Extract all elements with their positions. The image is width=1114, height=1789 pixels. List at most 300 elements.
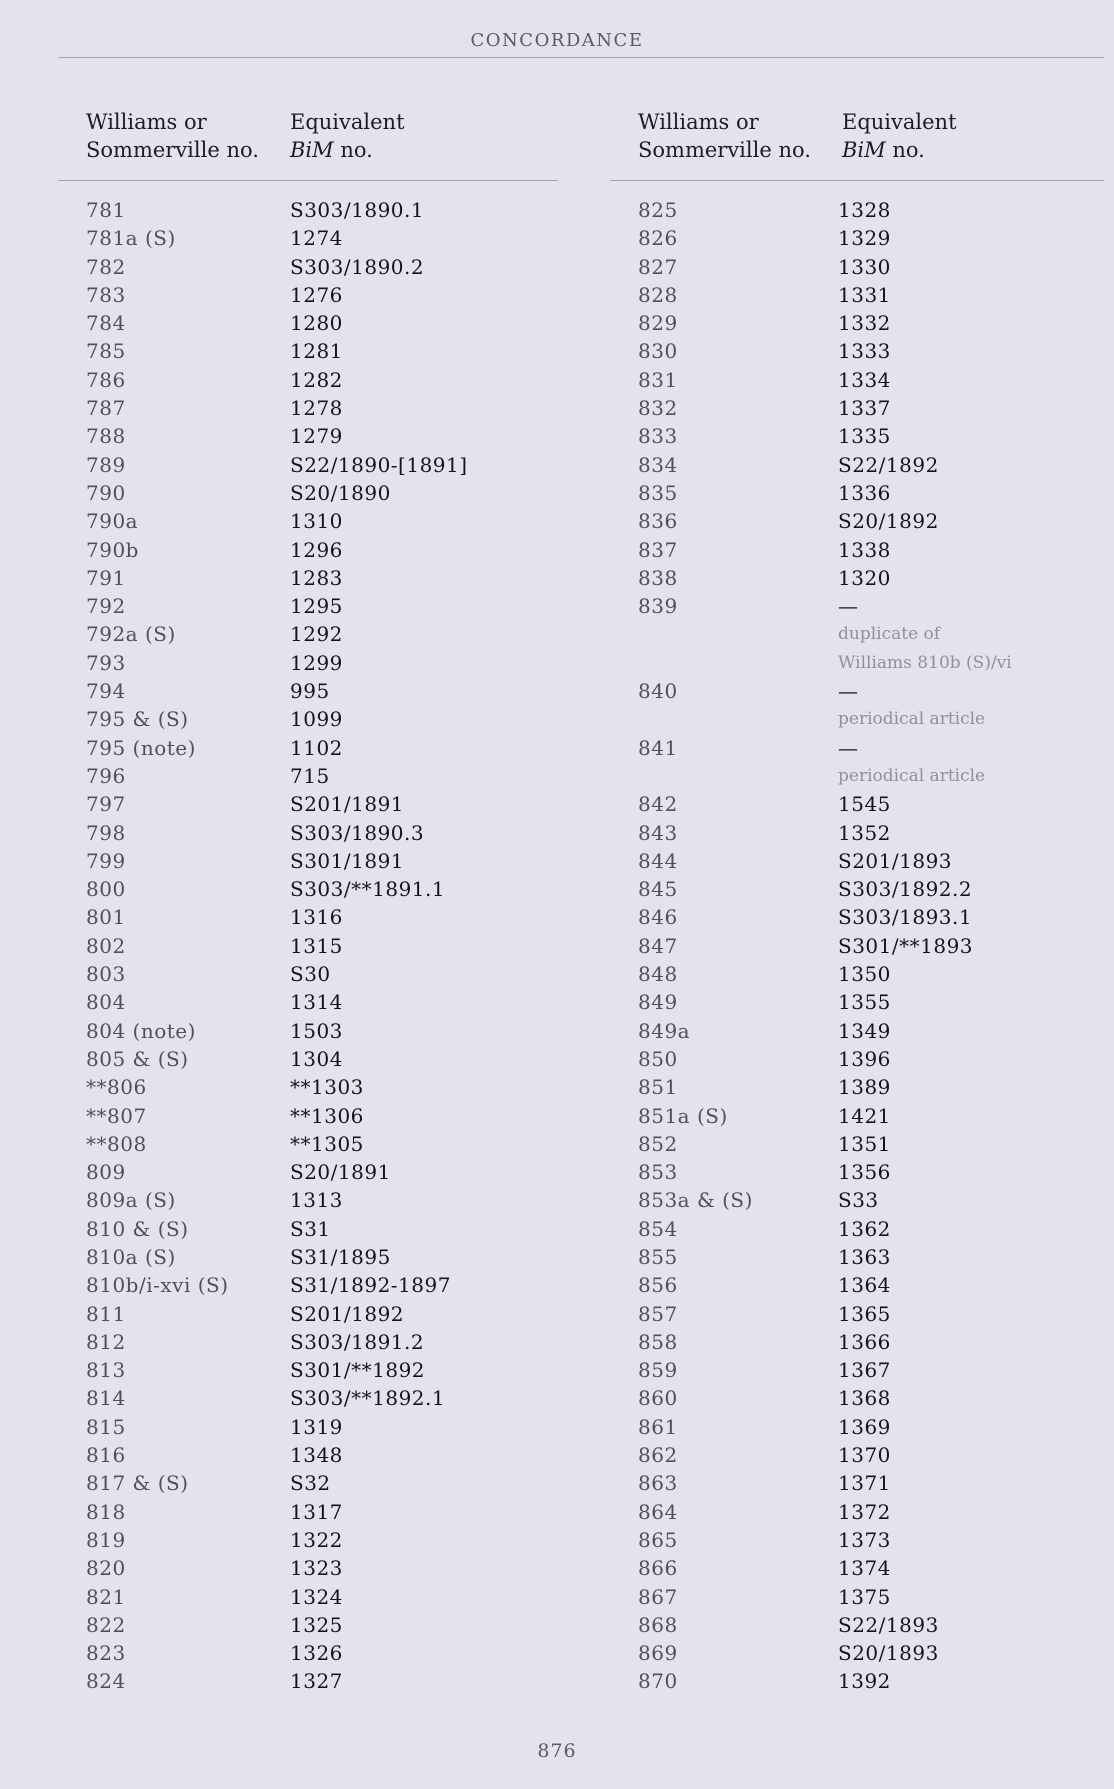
table-row [86,1045,558,1073]
table-row [638,1073,1104,1101]
bim-number: S30 [290,962,331,987]
williams-number: 850 [638,1046,678,1071]
table-row [638,734,1104,762]
table-row [638,536,1104,564]
bim-number: 1320 [838,565,891,590]
bim-number: 995 [290,679,330,704]
table-row [638,1045,1104,1073]
bim-number: 1364 [838,1273,891,1298]
williams-number: 843 [638,820,678,845]
williams-number: 789 [86,452,126,477]
table-row [638,1469,1104,1497]
williams-number: 851 [638,1075,678,1100]
table-row [638,1639,1104,1667]
table-row [638,762,1104,790]
table-row [638,1243,1104,1271]
table-row [638,479,1104,507]
table-row [86,819,558,847]
table-row [638,1158,1104,1186]
table-row [638,1667,1104,1695]
table-row [638,224,1104,252]
table-row [86,394,558,422]
bim-number: 1316 [290,905,343,930]
williams-number: 840 [638,679,678,704]
page-number: 876 [537,1740,577,1762]
williams-number: 868 [638,1612,678,1637]
table-row [86,536,558,564]
table-row [638,1413,1104,1441]
williams-number: 857 [638,1301,678,1326]
bim-number: — [838,594,859,619]
table-row [86,1328,558,1356]
williams-number: 846 [638,905,678,930]
table-row [638,1583,1104,1611]
table-row [86,1469,558,1497]
table-row [638,366,1104,394]
williams-number: 859 [638,1358,678,1383]
table-row [86,1441,558,1469]
table-row [638,677,1104,705]
williams-number: 870 [638,1669,678,1694]
table-row [86,1102,558,1130]
table-row [86,988,558,1016]
bim-number: S303/**1891.1 [290,877,446,902]
bim-number: S301/1891 [290,848,405,873]
table-row [86,1498,558,1526]
table-row [86,1526,558,1554]
column-header-rule [610,180,1104,181]
williams-number: 790a [86,509,139,534]
bim-number: — [838,735,859,760]
bim-number: 1332 [838,311,891,336]
williams-number: 863 [638,1471,678,1496]
table-row [638,932,1104,960]
bim-number: 1317 [290,1499,343,1524]
williams-number: 851a (S) [638,1103,728,1128]
table-row [638,1526,1104,1554]
bim-number: 1368 [838,1386,891,1411]
bim-number: 1327 [290,1669,343,1694]
table-row [86,960,558,988]
table-rows [86,196,558,1696]
williams-number: 814 [86,1386,126,1411]
bim-number: 1324 [290,1584,343,1609]
bim-number: S303/1890.1 [290,198,425,222]
col-header-williams: Williams or Sommerville no. [638,110,811,162]
table-row [638,337,1104,365]
williams-number: 825 [638,198,678,222]
williams-number: 842 [638,792,678,817]
bim-number: 715 [290,763,330,788]
table-row [86,762,558,790]
bim-number: 1323 [290,1556,343,1581]
williams-number: 800 [86,877,126,902]
williams-number: 799 [86,848,126,873]
table-row [86,507,558,535]
williams-number: 809a (S) [86,1188,176,1213]
table-row [638,1611,1104,1639]
bim-number: S31 [290,1216,331,1241]
bim-number: 1374 [838,1556,891,1581]
williams-number: 810b/i-xvi (S) [86,1273,229,1298]
table-row [86,847,558,875]
table-row [638,422,1104,450]
bim-number: 1372 [838,1499,891,1524]
williams-number: 805 & (S) [86,1046,189,1071]
williams-number: 823 [86,1641,126,1666]
williams-number: 795 (note) [86,735,196,760]
williams-number: 852 [638,1131,678,1156]
bim-number: 1314 [290,990,343,1015]
bim-number: 1274 [290,226,343,251]
bim-number: 1348 [290,1443,343,1468]
table-row [86,224,558,252]
bim-number: 1328 [838,198,891,222]
table-row [86,1583,558,1611]
williams-number: **807 [86,1103,147,1128]
williams-number: 845 [638,877,678,902]
bim-number: 1396 [838,1046,891,1071]
williams-number: 804 (note) [86,1018,196,1043]
table-row [86,1300,558,1328]
table-row [86,903,558,931]
table-row [638,1215,1104,1243]
table-row [638,196,1104,224]
williams-number: 797 [86,792,126,817]
bim-number: S22/1893 [838,1612,939,1637]
table-row [86,932,558,960]
bim-number: S201/1892 [290,1301,405,1326]
bim-number: 1363 [838,1244,891,1269]
bim-number: S301/**1893 [838,933,974,958]
bim-number: S201/1891 [290,792,405,817]
bim-number: S31/1892-1897 [290,1273,451,1298]
column-headers [86,108,558,168]
table-row [638,903,1104,931]
williams-number: 802 [86,933,126,958]
williams-number: 827 [638,254,678,279]
table-row [86,564,558,592]
bim-number: **1305 [290,1131,364,1156]
bim-number: S303/1890.3 [290,820,425,845]
bim-number: 1296 [290,537,343,562]
williams-number: 816 [86,1443,126,1468]
bim-number: 1102 [290,735,343,760]
table-row [638,451,1104,479]
table-row [638,875,1104,903]
williams-number: 835 [638,480,678,505]
table-row [638,1384,1104,1412]
williams-number: 791 [86,565,126,590]
williams-number: 866 [638,1556,678,1581]
table-row [638,1271,1104,1299]
williams-number: 782 [86,254,126,279]
bim-number: S22/1892 [838,452,939,477]
williams-number: 790 [86,480,126,505]
table-row [638,1441,1104,1469]
header-rule [58,57,1104,58]
bim-number: 1299 [290,650,343,675]
williams-number: 826 [638,226,678,251]
table-row [638,620,1104,648]
bim-number: 1371 [838,1471,891,1496]
table-row [86,1384,558,1412]
table-row [638,1300,1104,1328]
bim-number: S303/**1892.1 [290,1386,446,1411]
williams-number: 794 [86,679,126,704]
table-row [86,1243,558,1271]
table-row [638,592,1104,620]
bim-number: 1283 [290,565,343,590]
bim-number: 1304 [290,1046,343,1071]
bim-number: S301/**1892 [290,1358,426,1383]
bim-number: S20/1891 [290,1160,391,1185]
row-note: periodical article [838,709,986,730]
table-rows [638,196,1104,1696]
bim-number: 1373 [838,1527,891,1552]
bim-number: **1306 [290,1103,364,1128]
concordance-table-left [86,108,558,1694]
williams-number: 841 [638,735,678,760]
bim-number: 1503 [290,1018,343,1043]
williams-number: 784 [86,311,126,336]
table-row [638,988,1104,1016]
williams-number: 860 [638,1386,678,1411]
williams-number: 849a [638,1018,691,1043]
bim-number: S303/1893.1 [838,905,973,930]
bim-number: 1366 [838,1329,891,1354]
bim-number: S303/1891.2 [290,1329,425,1354]
column-headers [638,108,1104,168]
column-header-rule [58,180,558,181]
table-row [86,734,558,762]
table-row [638,790,1104,818]
table-row [638,1498,1104,1526]
williams-number: 833 [638,424,678,449]
table-row [86,337,558,365]
bim-number: 1349 [838,1018,891,1043]
table-row [86,1271,558,1299]
bim-number: 1365 [838,1301,891,1326]
table-row [86,1130,558,1158]
table-row [86,1356,558,1384]
williams-number: 801 [86,905,126,930]
table-row [638,649,1104,677]
williams-number: 785 [86,339,126,364]
bim-number: 1329 [838,226,891,251]
williams-number: **808 [86,1131,147,1156]
bim-number: 1331 [838,282,891,307]
bim-number: 1276 [290,282,343,307]
williams-number: 798 [86,820,126,845]
williams-number: 810a (S) [86,1244,176,1269]
table-row [86,1667,558,1695]
bim-number: S20/1890 [290,480,391,505]
bim-number: 1336 [838,480,891,505]
williams-number: 839 [638,594,678,619]
bim-number: 1352 [838,820,891,845]
williams-number: 809 [86,1160,126,1185]
row-note: periodical article [838,765,986,786]
bim-number: 1281 [290,339,343,364]
table-row [86,649,558,677]
bim-number: 1280 [290,311,343,336]
bim-number: 1326 [290,1641,343,1666]
bim-number: 1282 [290,367,343,392]
table-row [638,1554,1104,1582]
williams-number: 788 [86,424,126,449]
bim-number: 1295 [290,594,343,619]
table-row [638,507,1104,535]
table-row [86,196,558,224]
table-row [638,819,1104,847]
williams-number: 787 [86,396,126,421]
bim-number: 1356 [838,1160,891,1185]
williams-number: 819 [86,1527,126,1552]
table-row [638,1130,1104,1158]
williams-number: 790b [86,537,139,562]
table-row [638,1356,1104,1384]
table-row [86,281,558,309]
bim-number: 1313 [290,1188,343,1213]
table-row [86,309,558,337]
bim-number: 1362 [838,1216,891,1241]
bim-number: 1330 [838,254,891,279]
bim-number: 1315 [290,933,343,958]
table-row [638,1186,1104,1214]
col-header-williams: Williams or Sommerville no. [86,110,259,162]
bim-number: 1319 [290,1414,343,1439]
table-row [86,1186,558,1214]
table-row [638,1102,1104,1130]
williams-number: 822 [86,1612,126,1637]
bim-number: 1292 [290,622,343,647]
table-row [86,1554,558,1582]
williams-number: 865 [638,1527,678,1552]
williams-number: 796 [86,763,126,788]
table-row [86,1017,558,1045]
williams-number: 781a (S) [86,226,176,251]
table-row [86,1639,558,1667]
table-row [638,253,1104,281]
williams-number: 831 [638,367,678,392]
bim-number: 1279 [290,424,343,449]
running-head: CONCORDANCE [470,30,644,51]
bim-number: — [838,679,859,704]
williams-number: **806 [86,1075,147,1100]
williams-number: 869 [638,1641,678,1666]
table-row [86,705,558,733]
williams-number: 830 [638,339,678,364]
williams-number: 867 [638,1584,678,1609]
table-row [86,451,558,479]
table-row [86,422,558,450]
williams-number: 820 [86,1556,126,1581]
table-row [638,281,1104,309]
williams-number: 792a (S) [86,622,176,647]
williams-number: 828 [638,282,678,307]
williams-number: 811 [86,1301,126,1326]
williams-number: 829 [638,311,678,336]
table-row [638,1328,1104,1356]
bim-number: 1389 [838,1075,891,1100]
bim-number: 1421 [838,1103,891,1128]
table-row [638,705,1104,733]
bim-number: 1099 [290,707,343,732]
williams-number: 783 [86,282,126,307]
table-row [86,677,558,705]
williams-number: 818 [86,1499,126,1524]
bim-number: 1322 [290,1527,343,1552]
bim-number: S303/1892.2 [838,877,973,902]
williams-number: 803 [86,962,126,987]
bim-number: 1350 [838,962,891,987]
williams-number: 824 [86,1669,126,1694]
williams-number: 862 [638,1443,678,1468]
williams-number: 781 [86,198,126,222]
concordance-table-right [638,108,1104,1694]
table-row [86,1413,558,1441]
williams-number: 792 [86,594,126,619]
bim-number: 1325 [290,1612,343,1637]
table-row [86,1215,558,1243]
williams-number: 813 [86,1358,126,1383]
williams-number: 855 [638,1244,678,1269]
williams-number: 856 [638,1273,678,1298]
bim-number: 1351 [838,1131,891,1156]
bim-number: 1375 [838,1584,891,1609]
table-row [638,960,1104,988]
table-row [638,564,1104,592]
col-header-bim: Equivalent BiM no. [842,110,957,162]
table-row [86,790,558,818]
williams-number: 848 [638,962,678,987]
williams-number: 786 [86,367,126,392]
williams-number: 849 [638,990,678,1015]
table-row [86,1158,558,1186]
row-note: Williams 810b (S)/vi [838,652,1012,673]
williams-number: 858 [638,1329,678,1354]
bim-number: 1335 [838,424,891,449]
table-row [86,620,558,648]
williams-number: 795 & (S) [86,707,189,732]
williams-number: 815 [86,1414,126,1439]
table-row [86,1611,558,1639]
bim-number: S201/1893 [838,848,953,873]
bim-number: 1367 [838,1358,891,1383]
table-row [638,1017,1104,1045]
williams-number: 844 [638,848,678,873]
bim-number: 1369 [838,1414,891,1439]
bim-number: 1370 [838,1443,891,1468]
williams-number: 861 [638,1414,678,1439]
table-row [638,847,1104,875]
williams-number: 854 [638,1216,678,1241]
row-note: duplicate of [838,624,941,645]
table-row [86,253,558,281]
williams-number: 793 [86,650,126,675]
williams-number: 832 [638,396,678,421]
williams-number: 836 [638,509,678,534]
williams-number: 838 [638,565,678,590]
bim-number: 1355 [838,990,891,1015]
bim-number: S303/1890.2 [290,254,425,279]
williams-number: 853a & (S) [638,1188,753,1213]
bim-number: 1310 [290,509,343,534]
bim-number: 1545 [838,792,891,817]
williams-number: 834 [638,452,678,477]
table-row [86,1073,558,1101]
